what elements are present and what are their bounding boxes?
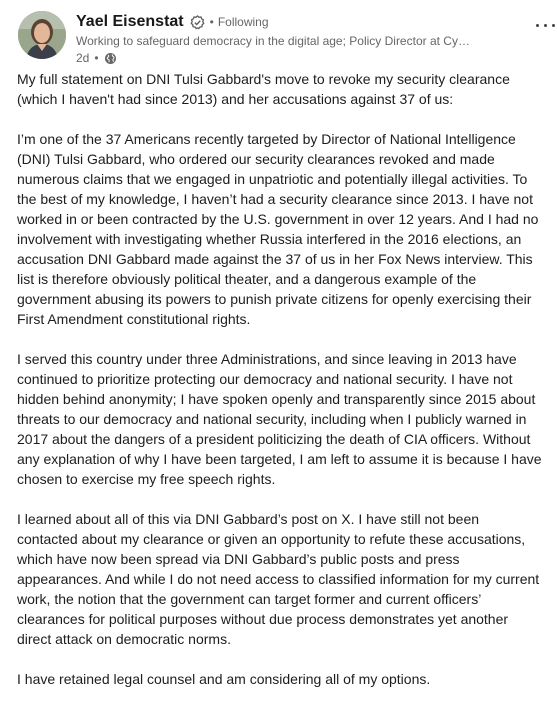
following-status[interactable]: Following: [217, 15, 269, 29]
separator-dot: •: [94, 51, 99, 65]
author-name[interactable]: Yael Eisenstat: [76, 13, 184, 30]
avatar-photo: [18, 11, 66, 59]
post-header: [18, 11, 538, 63]
post-paragraph: I have retained legal counsel and am considering all of my options.: [17, 671, 431, 687]
post-paragraph: I served this country under three Administrations, and since leaving in 2013 have continued to prioritize protecting our democracy and national security. I have not hidden behind anonymity; I have spoken openly and transparently since 2015 about threats to our democracy and national security, including when I publicly warned in 2017 about the dangers of a president politicizing the death of CIA officers. Without any explanation of why I have been targeted, I am left to assume it is because I have chosen to exercise my free speech rights.: [17, 351, 542, 487]
author-meta: [76, 11, 506, 67]
post-paragraph: My full statement on DNI Tulsi Gabbard's move to revoke my security clearance (which I haven't had since 2013) and her accusations against 37 of us:: [17, 71, 510, 107]
more-options-icon[interactable]: [535, 19, 557, 33]
author-headline: Working to safeguard democracy in the digital age; Policy Director at Cy…: [76, 34, 470, 48]
verified-badge-icon: [190, 15, 205, 30]
separator-dot: •: [209, 15, 214, 29]
globe-icon: [104, 52, 117, 65]
post-timestamp-row: [76, 49, 506, 67]
author-avatar[interactable]: [18, 11, 66, 59]
post-timestamp: 2d: [76, 51, 90, 65]
post-body: [17, 69, 543, 703]
post-paragraph: I learned about all of this via DNI Gabbard’s post on X. I have still not been contacted about my clearance or given an opportunity to refute these accusations, which have now been spread via DNI Gabbard’s public posts and press appearances. And while I do not need access to classified information for my current work, the notion that the government can target former and current officers’ clearances for political purposes without due process demonstrates yet another direct attack on democratic norms.: [17, 511, 540, 647]
post-paragraph: I’m one of the 37 Americans recently targeted by Director of National Intelligence (DNI) Tulsi Gabbard, who ordered our security clearances revoked and made numerous claims that we engaged in unpatriotic and potentially illegal activities. To the best of my knowledge, I haven’t had a security clearance since 2013. I have not worked in or been contracted by the U.S. government in over 12 years. And I had no involvement with investigating whether Russia interfered in the 2016 elections, an accusation DNI Gabbard made against the 37 of us in her Fox News interview. This list is therefore obviously political theater, and a dangerous example of the government abusing its powers to punish private citizens for openly exercising their First Amendment constitutional rights.: [17, 131, 539, 327]
